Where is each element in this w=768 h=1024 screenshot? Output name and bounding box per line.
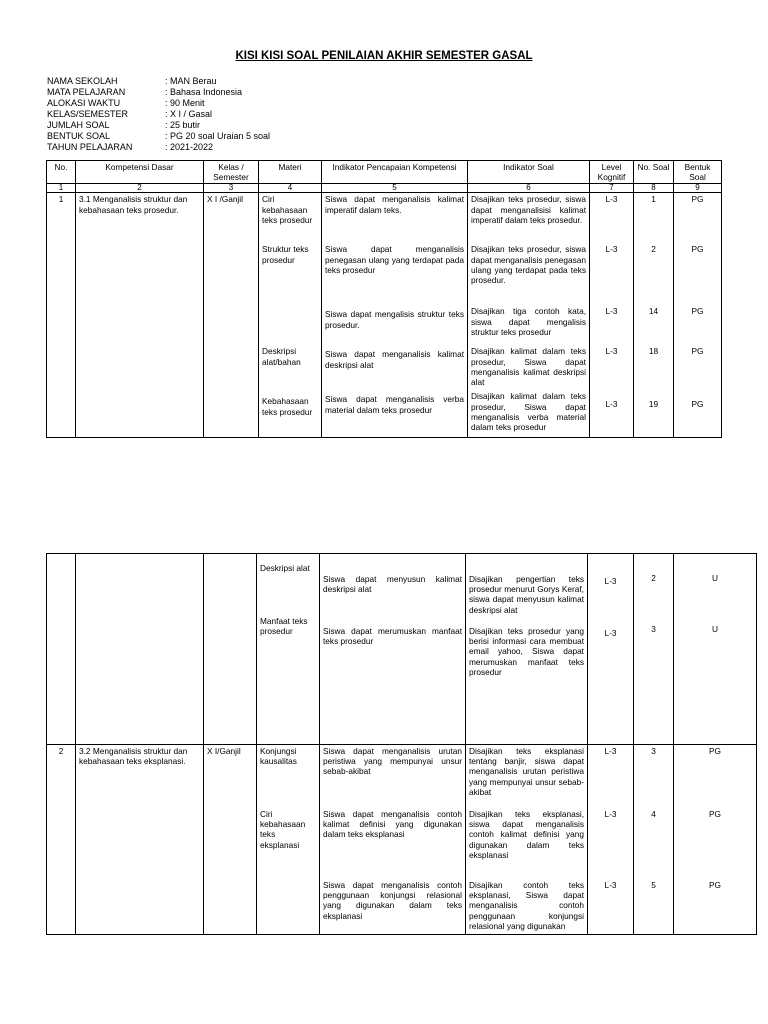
kd-cell	[76, 745, 204, 935]
indikator-item: Disajikan kalimat dalam teks prosedur, Siswa dapat menganalisis kalimat deskripsi alat	[471, 346, 586, 388]
nosoal-cell	[634, 554, 674, 745]
col-number: 9	[674, 184, 722, 193]
table-row	[47, 554, 757, 745]
level-item: L-3	[604, 746, 617, 756]
header-level: Level Kognitif	[590, 161, 634, 184]
ipk-item: Siswa dapat menganalisis kalimat imperatif dalam teks.	[325, 194, 464, 215]
info-row-form	[47, 131, 270, 142]
ipk-item: Siswa dapat menganalisis contoh penggunaan konjungsi relasional yang digunakan dalam teks eksplanasi	[323, 880, 462, 921]
grid-table-1	[46, 160, 722, 438]
info-key: NAMA SEKOLAH	[47, 76, 118, 86]
materi-cell	[257, 554, 320, 745]
col-number: 5	[322, 184, 468, 193]
bentuk-cell	[674, 745, 757, 935]
bentuk-item: U	[712, 573, 718, 583]
info-key: ALOKASI WAKTU	[47, 98, 121, 108]
level-cell	[588, 745, 634, 935]
bentuk-item: PG	[691, 306, 704, 317]
level-item: L-3	[605, 194, 618, 205]
indikator-item: Disajikan contoh teks eksplanasi, Siswa dapat menganalisis contoh penggunaan konjungsi relasional yang digunakan	[469, 880, 584, 931]
kelas-cell	[204, 554, 257, 745]
nosoal-item: 1	[651, 194, 656, 205]
kelas-text: X I/Ganjil	[207, 746, 241, 756]
nosoal-item: 2	[651, 573, 656, 583]
materi-item: Kebahasaan teks prosedur	[262, 396, 313, 417]
header-indikator: Indikator Soal	[468, 161, 590, 184]
materi-item: Struktur teks prosedur	[262, 244, 309, 265]
column-number-row	[47, 184, 722, 193]
indikator-cell	[466, 745, 588, 935]
kd-cell	[76, 193, 204, 438]
level-item: L-3	[605, 346, 618, 357]
ipk-cell	[320, 745, 466, 935]
header-nosoal: No. Soal	[634, 161, 674, 184]
header-no: No.	[47, 161, 76, 184]
col-number: 8	[634, 184, 674, 193]
col-number: 1	[47, 184, 76, 193]
info-key: TAHUN PELAJARAN	[47, 142, 133, 152]
bentuk-cell	[674, 554, 757, 745]
nosoal-item: 14	[648, 306, 659, 317]
nosoal-cell	[634, 745, 674, 935]
bentuk-item: PG	[691, 194, 704, 205]
ipk-cell	[322, 193, 468, 438]
bentuk-item: U	[712, 624, 718, 634]
info-key: MATA PELAJARAN	[47, 87, 126, 97]
bentuk-item: PG	[691, 346, 704, 357]
header-row	[47, 161, 722, 184]
header-kelas: Kelas / Semester	[204, 161, 259, 184]
kd-cell	[76, 554, 204, 745]
level-item: L-3	[604, 880, 617, 890]
nosoal-item: 18	[648, 346, 659, 357]
ipk-item: Siswa dapat menganalisis contoh kalimat definisi yang digunakan dalam teks eksplanasi	[323, 809, 462, 840]
indikator-item: Disajikan kalimat dalam teks prosedur, Siswa dapat menganalisis verba material dalam teks prosedur	[471, 391, 586, 433]
info-value: : 90 Menit	[165, 98, 205, 108]
indikator-item: Disajikan tiga contoh kata, siswa dapat mengalisis struktur teks prosedur	[471, 306, 586, 337]
header-materi: Materi	[259, 161, 322, 184]
bentuk-item: PG	[709, 880, 721, 890]
info-key: JUMLAH SOAL	[47, 120, 110, 130]
ipk-item: Siswa dapat menyusun kalimat deskripsi alat	[323, 574, 462, 595]
document-info	[47, 76, 270, 153]
materi-item: Deskripsi alat	[260, 563, 310, 573]
grid-table-2	[46, 553, 757, 935]
col-number: 3	[204, 184, 259, 193]
materi-item: Konjungsi kausalitas	[260, 746, 297, 767]
bentuk-cell	[674, 193, 722, 438]
level-cell	[590, 193, 634, 438]
indikator-item: Disajikan teks prosedur, siswa dapat menganalisis penegasan ulang yang terdapat pada teks prosedur.	[471, 244, 586, 286]
info-value: : PG 20 soal Uraian 5 soal	[165, 131, 271, 141]
info-row-count	[47, 120, 270, 131]
materi-item: Manfaat teks prosedur	[260, 616, 308, 637]
table-row	[47, 745, 757, 935]
header-bentuk: Bentuk Soal	[674, 161, 722, 184]
indikator-cell	[468, 193, 590, 438]
info-row-school	[47, 76, 270, 87]
indikator-cell	[466, 554, 588, 745]
ipk-item: Siswa dapat menganalisis penegasan ulang yang terdapat pada teks prosedur	[325, 244, 464, 275]
materi-cell	[259, 193, 322, 438]
info-row-year	[47, 142, 270, 153]
nosoal-cell	[634, 193, 674, 438]
row-no: 2	[58, 746, 64, 756]
page-title: KISI KISI SOAL PENILAIAN AKHIR SEMESTER GASAL	[235, 50, 533, 62]
nosoal-item: 19	[648, 399, 659, 410]
col-number: 6	[468, 184, 590, 193]
row-no-cell	[47, 745, 76, 935]
level-item: L-3	[604, 628, 617, 638]
bentuk-item: PG	[691, 244, 704, 255]
indikator-item: Disajikan teks eksplanasi, siswa dapat menganalisis contoh kalimat definisi yang digunakan dalam teks eksplanasi	[469, 809, 584, 860]
materi-cell	[257, 745, 320, 935]
nosoal-item: 3	[651, 624, 656, 634]
indikator-item: Disajikan pengertian teks prosedur menurut Gorys Keraf, siswa dapat menyusun kalimat deskripsi alat	[469, 574, 584, 615]
level-item: L-3	[604, 809, 617, 819]
nosoal-item: 4	[651, 809, 656, 819]
kelas-text: X I /Ganjil	[207, 194, 243, 205]
info-key: BENTUK SOAL	[47, 131, 111, 141]
kelas-cell	[204, 193, 259, 438]
ipk-item: Siswa dapat menganalisis verba material dalam teks prosedur	[325, 394, 464, 415]
info-row-subject	[47, 87, 270, 98]
info-row-class	[47, 109, 270, 120]
level-item: L-3	[605, 306, 618, 317]
level-item: L-3	[605, 244, 618, 255]
level-cell	[588, 554, 634, 745]
bentuk-item: PG	[709, 746, 721, 756]
info-value: : 25 butir	[165, 120, 201, 130]
level-item: L-3	[604, 576, 617, 586]
col-number: 7	[590, 184, 634, 193]
indikator-item: Disajikan teks prosedur yang berisi informasi cara membuat email yahoo, Siswa dapat merumuskan manfaat teks prosedur	[469, 626, 584, 677]
info-value: : Bahasa Indonesia	[165, 87, 243, 97]
info-row-time	[47, 98, 270, 109]
header-ipk: Indikator Pencapaian Kompetensi	[322, 161, 468, 184]
col-number: 2	[76, 184, 204, 193]
nosoal-item: 2	[651, 244, 656, 255]
col-number: 4	[259, 184, 322, 193]
indikator-item: Disajikan teks eksplanasi tentang banjir, siswa dapat menganalisis urutan peristiwa yang mempunyai unsur sebab-akibat	[469, 746, 584, 797]
info-value: : X I / Gasal	[165, 109, 213, 119]
info-value: : 2021-2022	[165, 142, 214, 152]
ipk-item: Siswa dapat merumuskan manfaat teks prosedur	[323, 626, 462, 647]
ipk-item: Siswa dapat menganalisis urutan peristiwa yang mempunyai unsur sebab-akibat	[323, 746, 462, 777]
ipk-item: Siswa dapat menganalisis kalimat deskripsi alat	[325, 349, 464, 370]
level-item: L-3	[605, 399, 618, 410]
ipk-item: Siswa dapat mengalisis struktur teks prosedur.	[325, 309, 464, 330]
nosoal-item: 5	[651, 880, 656, 890]
header-kd: Kompetensi Dasar	[76, 161, 204, 184]
row-no-cell	[47, 554, 76, 745]
info-key: KELAS/SEMESTER	[47, 109, 129, 119]
row-no-cell	[47, 193, 76, 438]
ipk-cell	[320, 554, 466, 745]
row-no: 1	[58, 194, 64, 205]
table-row	[47, 193, 722, 438]
kd-text: 3.1 Menganalisis struktur dan kebahasaan teks prosedur.	[79, 194, 188, 215]
bentuk-item: PG	[709, 809, 721, 819]
bentuk-item: PG	[691, 399, 704, 410]
nosoal-item: 3	[651, 746, 656, 756]
info-value: : MAN Berau	[165, 76, 217, 86]
materi-item: Ciri kebahasaan teks prosedur	[262, 194, 313, 225]
kd-text: 3.2 Menganalisis struktur dan kebahasaan teks eksplanasi.	[79, 746, 188, 767]
kelas-cell	[204, 745, 257, 935]
indikator-item: Disajikan teks prosedur, siswa dapat menganalisisi kalimat imperatif dalam teks prosedur.	[471, 194, 586, 225]
materi-item: Ciri kebahasaan teks eksplanasi	[260, 809, 306, 850]
materi-item: Deskripsi alat/bahan	[262, 346, 301, 367]
